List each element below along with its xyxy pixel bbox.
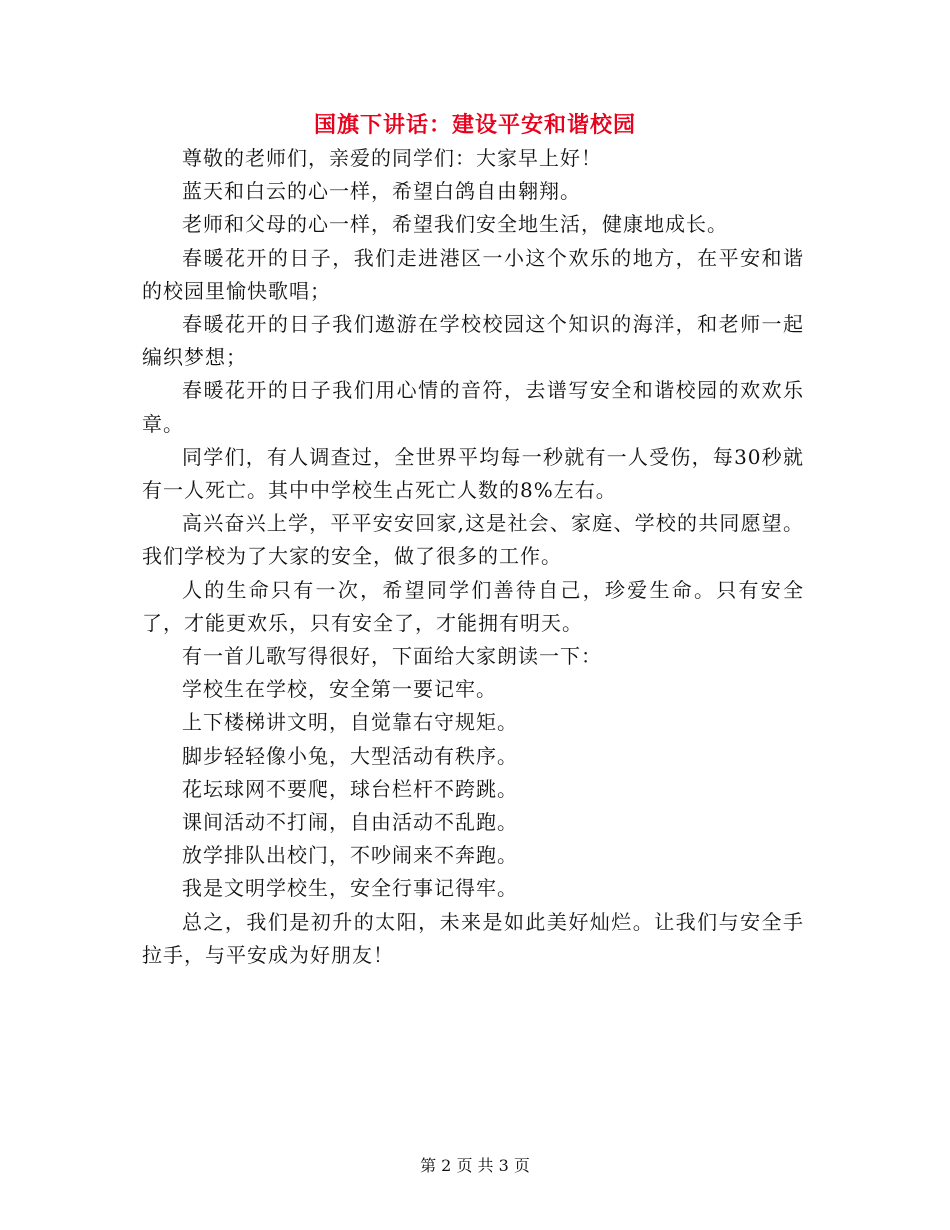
poem-line: 放学排队出校门，不吵闹来不奔跑。 — [182, 843, 518, 868]
paragraph: 尊敬的老师们，亲爱的同学们：大家早上好！ — [182, 146, 602, 170]
paragraph: 有一首儿歌写得很好，下面给大家朗读一下： — [182, 644, 602, 669]
paragraph: 春暖花开的日子我们用心情的音符，去谱写安全和谐校园的欢欢乐章。 — [142, 378, 804, 436]
paragraph: 春暖花开的日子，我们走进港区一小这个欢乐的地方，在平安和谐的校园里愉快歌唱； — [142, 245, 804, 303]
poem-line: 脚步轻轻像小兔，大型活动有秩序。 — [182, 743, 518, 768]
paragraph: 老师和父母的心一样，希望我们安全地生活，健康地成长。 — [182, 212, 728, 237]
poem-line: 课间活动不打闹，自由活动不乱跑。 — [182, 810, 518, 835]
page-number-footer: 第 2 页 共 3 页 — [420, 1156, 530, 1175]
paragraph: 蓝天和白云的心一样，希望白鸽自由翱翔。 — [182, 179, 581, 204]
poem-line: 我是文明学校生，安全行事记得牢。 — [182, 876, 518, 901]
paragraph: 总之，我们是初升的太阳，未来是如此美好灿烂。让我们与安全手拉手，与平安成为好朋友！ — [142, 909, 804, 967]
paragraph: 春暖花开的日子我们遨游在学校校园这个知识的海洋，和老师一起编织梦想； — [142, 312, 804, 370]
poem-line: 花坛球网不要爬，球台栏杆不跨跳。 — [182, 776, 518, 801]
paragraph: 高兴奋兴上学，平平安安回家,这是社会、家庭、学校的共同愿望。我们学校为了大家的安全，做了很多的工作。 — [142, 511, 804, 569]
document-body — [142, 142, 804, 972]
poem-line: 学校生在学校，安全第一要记牢。 — [182, 677, 497, 702]
paragraph: 同学们，有人调查过，全世界平均每一秒就有一人受伤，每30秒就有一人死亡。其中中学校生占死亡人数的8%左右。 — [142, 444, 804, 503]
poem-line: 上下楼梯讲文明，自觉靠右守规矩。 — [182, 710, 518, 735]
document-title: 国旗下讲话：建设平安和谐校园 — [313, 112, 636, 138]
paragraph: 人的生命只有一次，希望同学们善待自己，珍爱生命。只有安全了，才能更欢乐，只有安全了，才能拥有明天。 — [142, 577, 804, 635]
